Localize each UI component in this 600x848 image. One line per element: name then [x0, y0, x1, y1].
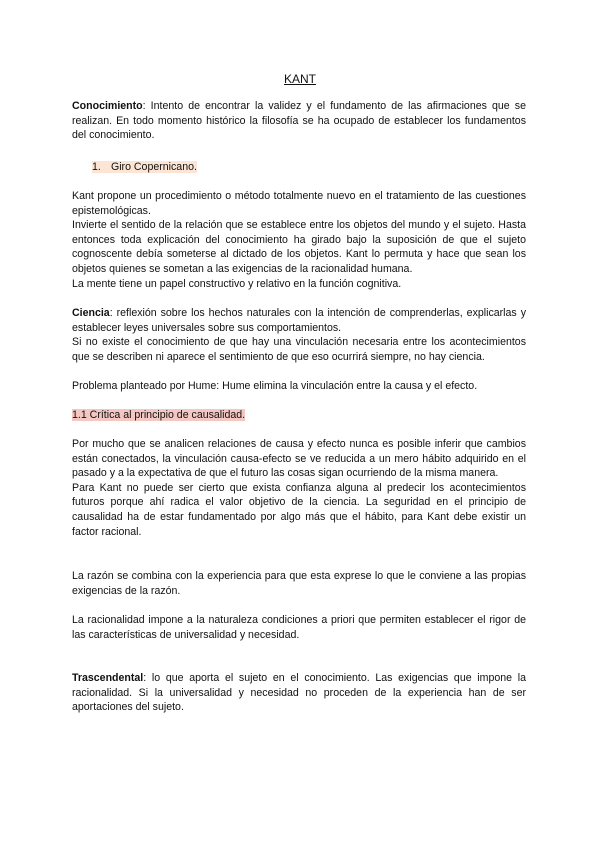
conocimiento-term: Conocimiento: [72, 100, 143, 112]
section-1-number: 1.: [92, 161, 101, 173]
kant-paragraph-line: La mente tiene un papel constructivo y relativo en la función cognitiva.: [72, 277, 402, 290]
page-title: KANT: [283, 72, 316, 86]
section-1-label: Giro Copernicano.: [110, 161, 197, 173]
trascendental-text: : lo que aporta el sujeto en el conocimiento. Las exigencias que impone la racionalidad. Si la universalidad y necesidad no proceden de la experiencia han de ser aportaciones del sujeto.: [72, 672, 526, 714]
section-1-1-heading: [72, 408, 245, 423]
ciencia-text-2: Si no existe el conocimiento de que hay una vinculación necesaria entre los acontecimientos que se describen ni aparece el sentimiento de que eso ocurrirá siempre, no hay ciencia.: [72, 336, 526, 363]
kant-paragraph-line: Kant propone un procedimiento o método totalmente nuevo en el tratamiento de las cuestiones epistemológicas.: [72, 190, 526, 217]
racionalidad-paragraph: La racionalidad impone a la naturaleza condiciones a priori que permiten establecer el rigor de las características de universalidad y necesidad.: [72, 614, 526, 641]
section-1-1-label: 1.1 Crítica al principio de causalidad.: [72, 409, 246, 421]
causalidad-paragraph-line: Para Kant no puede ser cierto que exista confianza alguna al predecir los acontecimientos futuros porque ahí radica el valor objetivo de la ciencia. La seguridad en el principio de causalidad ha de estar fundamentado por algo más que el hábito, para Kant debe existir un factor racional.: [72, 481, 526, 538]
conocimiento-definition: [72, 99, 526, 143]
section-1-heading: [92, 160, 197, 175]
conocimiento-text: : Intento de encontrar la validez y el fundamento de las afirmaciones que se realizan. En todo momento histórico la filosofía se ha ocupado de establecer los fundamentos del conocimiento.: [72, 100, 526, 142]
ciencia-text: : reflexión sobre los hechos naturales con la intención de comprenderlas, explicarlas y establecer leyes universales sobre sus comportamientos.: [72, 307, 526, 334]
trascendental-term: Trascendental: [72, 672, 144, 684]
kant-paragraph: [72, 189, 526, 291]
hume-problem: Problema planteado por Hume: Hume elimina la vinculación entre la causa y el efecto.: [72, 380, 478, 392]
section-1-highlight: [92, 161, 197, 173]
ciencia-definition: [72, 306, 526, 364]
ciencia-term: Ciencia: [72, 307, 110, 319]
causalidad-paragraph: [72, 437, 526, 539]
razon-paragraph: La razón se combina con la experiencia para que esta exprese lo que le conviene a las propias exigencias de la razón.: [72, 570, 526, 597]
trascendental-definition: [72, 671, 526, 715]
kant-paragraph-line: Invierte el sentido de la relación que se establece entre los objetos del mundo y el sujeto. Hasta entonces toda explicación del conocimiento ha girado bajo la suposición de que el sujeto cognoscente debía someterse al dictado de los objetos. Kant lo permuta y hace que sean los objetos quienes se sometan a las exigencias de la racionalidad humana.: [72, 219, 526, 275]
causalidad-paragraph-line: Por mucho que se analicen relaciones de causa y efecto nunca es posible inferir que cambios están conectados, la vinculación causa-efecto se ve reducida a un mero hábito adquirido en el pasado y a la expectativa de que el futuro las cosas sigan ocurriendo de la misma manera.: [72, 438, 526, 480]
